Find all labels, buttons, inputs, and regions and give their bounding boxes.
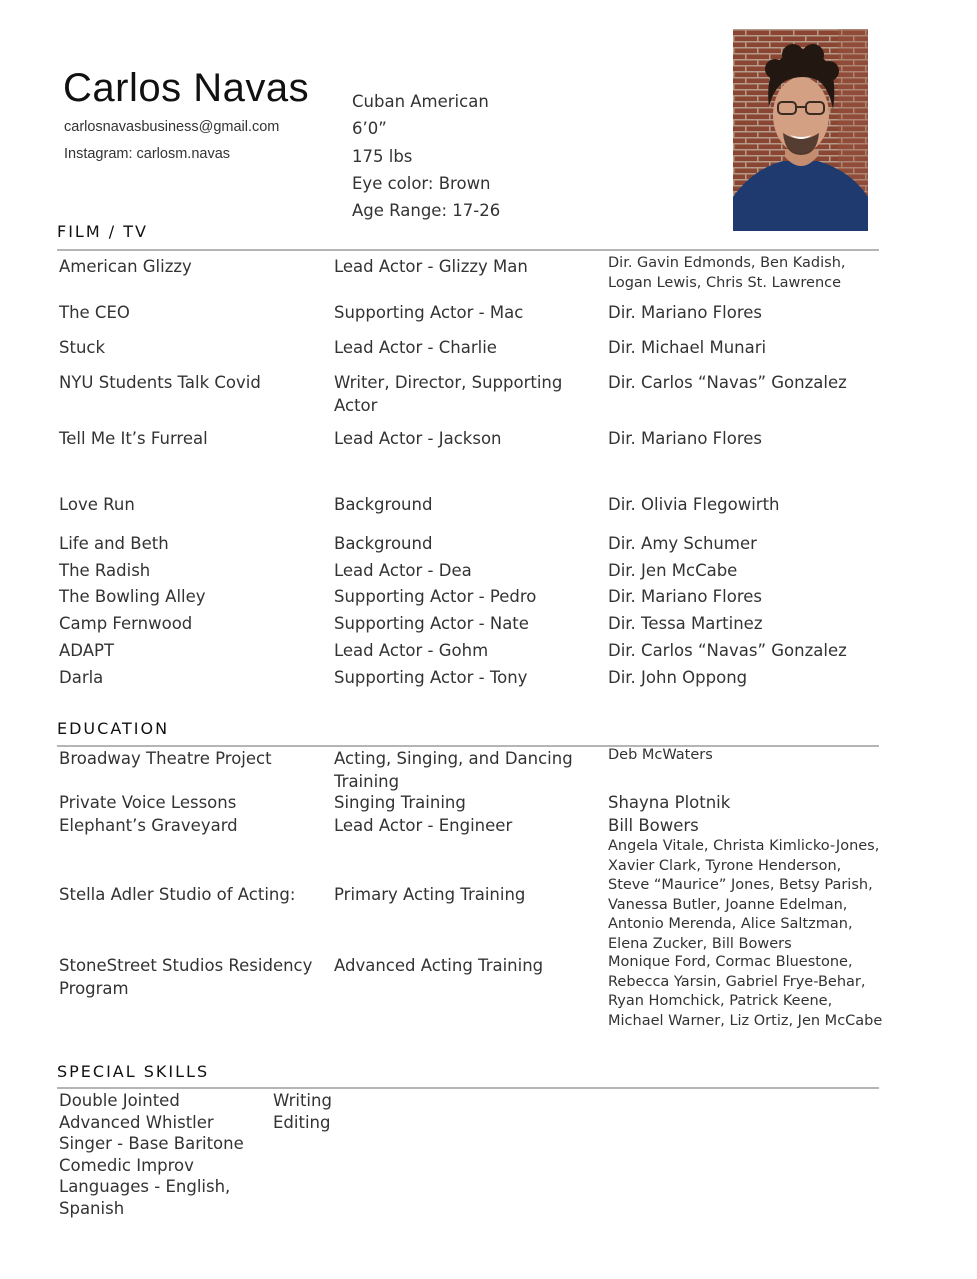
education-program: Singing Training [334, 793, 466, 812]
film-role: Writer, Director, Supporting Actor [334, 373, 563, 415]
film-project: American Glizzy [59, 257, 192, 276]
film-project: Stuck [59, 338, 106, 357]
film-tv-divider [57, 249, 879, 251]
education-teachers: Angela Vitale, Christa Kimlicko-Jones, Xavier Clark, Tyrone Henderson, Steve “Maurice” Jones, Betsy Parish, Vanessa Butler, Joanne Edelman, Antonio Merenda, Alice Saltzman, Elena Zucker, Bill Bowers [608, 838, 880, 952]
education-school: Broadway Theatre Project [59, 749, 272, 768]
special-skills-divider [57, 1087, 879, 1089]
headshot-photo [733, 29, 868, 231]
education-program: Lead Actor - Engineer [334, 816, 513, 835]
film-director: Dir. Amy Schumer [608, 534, 757, 553]
film-director: Dir. Olivia Flegowirth [608, 495, 780, 514]
physical-stats [352, 90, 500, 226]
education-program: Primary Acting Training [334, 885, 526, 904]
education-program: Acting, Singing, and Dancing Training [334, 749, 573, 791]
film-project: The Radish [59, 561, 151, 580]
education-heading: EDUCATION [57, 719, 170, 738]
education-program: Advanced Acting Training [334, 956, 544, 975]
skill-item: Editing [273, 1113, 331, 1132]
education-teachers: Shayna Plotnik [608, 793, 731, 812]
film-director: Dir. Carlos “Navas” Gonzalez [608, 373, 847, 392]
film-director: Dir. Mariano Flores [608, 587, 763, 606]
film-role: Background [334, 534, 433, 553]
film-project: ADAPT [59, 641, 115, 660]
skill-item: Singer - Base Baritone [59, 1134, 244, 1153]
film-director: Dir. Jen McCabe [608, 561, 738, 580]
education-teachers: Monique Ford, Cormac Bluestone, Rebecca Yarsin, Gabriel Frye-Behar, Ryan Homchick, Patrick Keene, Michael Warner, Liz Ortiz, Jen McCabe [608, 954, 883, 1029]
education-school: StoneStreet Studios Residency Program [59, 956, 313, 998]
film-role: Supporting Actor - Pedro [334, 587, 537, 606]
skill-item: Writing [273, 1091, 332, 1110]
film-director: Dir. Gavin Edmonds, Ben Kadish, Logan Lewis, Chris St. Lawrence [608, 255, 846, 291]
film-role: Supporting Actor - Tony [334, 668, 528, 687]
film-director: Dir. Mariano Flores [608, 429, 763, 448]
education-school: Stella Adler Studio of Acting: [59, 885, 296, 904]
skill-item: Languages - English, Spanish [59, 1177, 231, 1218]
film-role: Supporting Actor - Mac [334, 303, 524, 322]
skill-item: Comedic Improv [59, 1156, 194, 1175]
actor-name: Carlos Navas [63, 66, 310, 110]
film-director: Dir. John Oppong [608, 668, 748, 687]
stat-ethnicity: Cuban American [352, 92, 489, 111]
skill-item: Advanced Whistler [59, 1113, 214, 1132]
film-director: Dir. Tessa Martinez [608, 614, 763, 633]
education-teachers: Bill Bowers [608, 816, 699, 835]
stat-height: 6’0” [352, 119, 387, 139]
film-role: Lead Actor - Dea [334, 561, 472, 580]
film-project: NYU Students Talk Covid [59, 373, 261, 392]
stat-eye-color: Eye color: Brown [352, 173, 491, 193]
film-project: The Bowling Alley [59, 587, 206, 606]
film-project: Life and Beth [59, 534, 169, 553]
stat-weight: 175 lbs [352, 146, 413, 166]
stat-age-range: Age Range: 17-26 [352, 201, 501, 221]
film-role: Background [334, 495, 433, 514]
education-school: Private Voice Lessons [59, 793, 237, 812]
film-project: Tell Me It’s Furreal [59, 429, 208, 448]
film-role: Lead Actor - Gohm [334, 641, 489, 660]
film-director: Dir. Carlos “Navas” Gonzalez [608, 641, 847, 660]
education-school: Elephant’s Graveyard [59, 816, 238, 835]
film-project: The CEO [59, 303, 130, 322]
film-project: Love Run [59, 495, 135, 514]
film-role: Supporting Actor - Nate [334, 614, 529, 633]
film-role: Lead Actor - Jackson [334, 429, 502, 448]
film-director: Dir. Michael Munari [608, 338, 767, 357]
film-director: Dir. Mariano Flores [608, 303, 763, 322]
film-project: Camp Fernwood [59, 614, 193, 633]
education-teachers: Deb McWaters [608, 747, 713, 763]
film-role: Lead Actor - Charlie [334, 338, 497, 357]
film-project: Darla [59, 668, 104, 687]
skill-item: Double Jointed [59, 1091, 180, 1110]
email: carlosnavasbusiness@gmail.com [64, 119, 280, 135]
instagram: Instagram: carlosm.navas [64, 146, 231, 162]
special-skills-heading: SPECIAL SKILLS [57, 1062, 210, 1081]
film-tv-heading: FILM / TV [57, 222, 148, 241]
film-role: Lead Actor - Glizzy Man [334, 257, 528, 276]
